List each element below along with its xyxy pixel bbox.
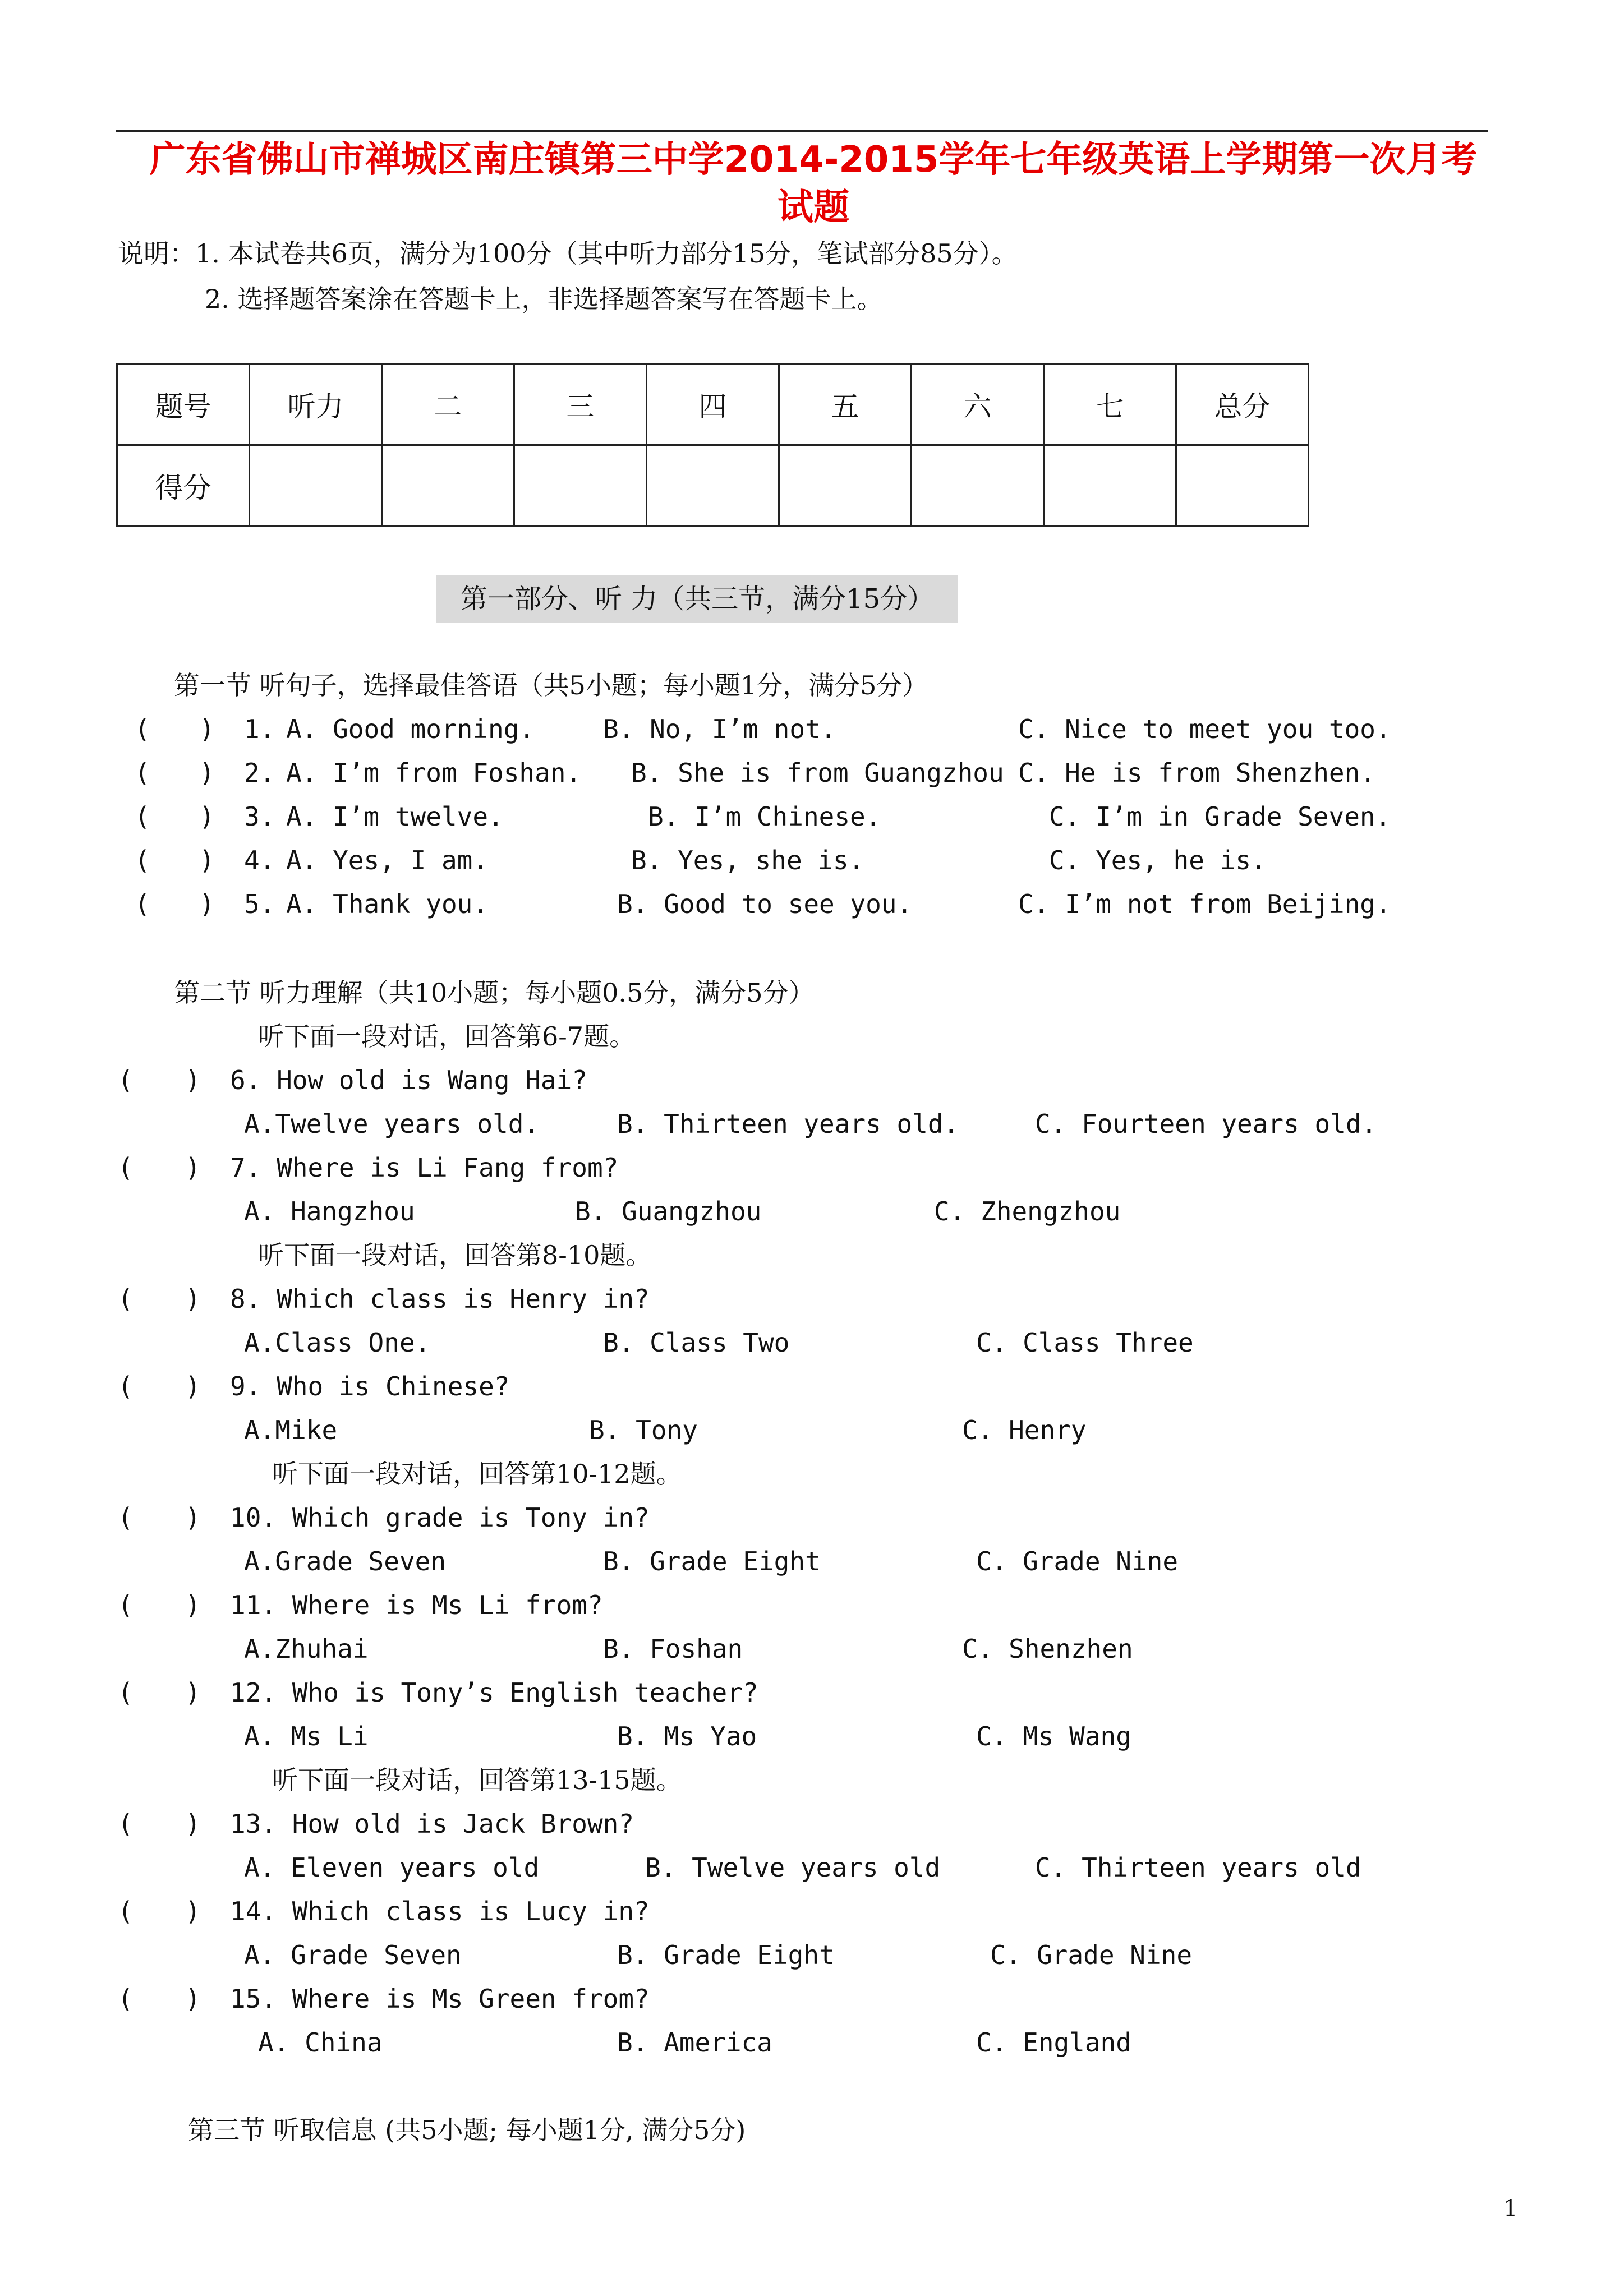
- question-number: 3.: [244, 801, 275, 832]
- question-text: 7. Where is Li Fang from?: [230, 1152, 619, 1183]
- option-b: B. Ms Yao: [617, 1721, 757, 1751]
- question-number: 2.: [244, 758, 275, 788]
- question-number: 4.: [244, 845, 275, 875]
- answer-paren-right: ): [185, 1371, 201, 1401]
- answer-paren-right: ): [185, 1590, 201, 1620]
- answer-paren-left: (: [118, 1677, 134, 1708]
- answer-paren-right: ): [199, 845, 215, 875]
- answer-paren-left: (: [135, 801, 150, 832]
- option-a: A. Thank you.: [286, 889, 489, 919]
- question-text: 13. How old is Jack Brown?: [230, 1809, 634, 1839]
- option-c: C. Ms Wang: [976, 1721, 1131, 1751]
- option-b: B. She is from Guangzhou: [631, 758, 1004, 788]
- score-cell-blank[interactable]: [250, 445, 382, 527]
- option-a: A.Mike: [244, 1415, 338, 1445]
- option-c: C. Yes, he is.: [1049, 845, 1267, 875]
- score-table-header-cell: 听力: [250, 364, 382, 445]
- page-number: 1: [1503, 2196, 1518, 2221]
- option-b: B. Twelve years old: [645, 1852, 941, 1883]
- exam-title-line2: 试题: [778, 187, 849, 228]
- question-text: 9. Who is Chinese?: [230, 1371, 510, 1401]
- answer-paren-right: ): [185, 1984, 201, 2014]
- exam-title-line1: 广东省佛山市禅城区南庄镇第三中学2014-2015学年七年级英语上学期第一次月考: [149, 139, 1478, 181]
- score-cell-blank[interactable]: [514, 445, 647, 527]
- answer-paren-left: (: [118, 1896, 134, 1926]
- answer-paren-right: ): [185, 1284, 201, 1314]
- option-c: C. I’m in Grade Seven.: [1049, 801, 1391, 832]
- score-cell-blank[interactable]: [647, 445, 779, 527]
- option-c: C. Shenzhen: [962, 1634, 1133, 1664]
- option-a: A. Ms Li: [244, 1721, 369, 1751]
- option-c: C. Nice to meet you too.: [1018, 714, 1391, 744]
- option-b: B. Guangzhou: [575, 1196, 762, 1227]
- answer-paren-right: ): [199, 889, 215, 919]
- option-b: B. Grade Eight: [603, 1546, 821, 1576]
- option-c: C. Henry: [962, 1415, 1087, 1445]
- score-table-score-row: [117, 445, 1309, 527]
- option-b: B. Tony: [589, 1415, 698, 1445]
- section2-heading: 第二节 听力理解（共10小题；每小题0.5分，满分5分）: [174, 978, 815, 1008]
- score-cell-blank[interactable]: [1044, 445, 1176, 527]
- answer-paren-left: (: [118, 1065, 134, 1095]
- score-cell-blank[interactable]: [779, 445, 912, 527]
- option-b: B. Grade Eight: [617, 1940, 835, 1970]
- option-a: A. Good morning.: [286, 714, 535, 744]
- question-text: 15. Where is Ms Green from?: [230, 1984, 650, 2014]
- question-text: 8. Which class is Henry in?: [230, 1284, 650, 1314]
- section1-heading: 第一节 听句子，选择最佳答语（共5小题；每小题1分，满分5分）: [174, 670, 928, 700]
- question-text: 12. Who is Tony’s English teacher?: [230, 1677, 758, 1708]
- option-b: B. No, I’m not.: [603, 714, 836, 744]
- option-c: C. I’m not from Beijing.: [1018, 889, 1391, 919]
- answer-paren-right: ): [185, 1065, 201, 1095]
- answer-paren-right: ): [199, 758, 215, 788]
- question-number: 5.: [244, 889, 275, 919]
- option-c: C. Thirteen years old: [1035, 1852, 1361, 1883]
- answer-paren-left: (: [135, 714, 150, 744]
- option-c: C. England: [976, 2027, 1131, 2058]
- option-c: C. He is from Shenzhen.: [1018, 758, 1375, 788]
- dialogue-intro: 听下面一段对话，回答第8-10题。: [258, 1240, 652, 1270]
- option-c: C. Class Three: [976, 1327, 1194, 1358]
- answer-paren-left: (: [118, 1371, 134, 1401]
- section3-heading: 第三节 听取信息 (共5小题; 每小题1分, 满分5分): [188, 2115, 746, 2145]
- part1-heading: 第一部分、听 力（共三节，满分15分）: [436, 575, 958, 623]
- score-table-header-cell: 二: [382, 364, 514, 445]
- score-table-header-cell: 四: [647, 364, 779, 445]
- option-b: B. Foshan: [603, 1634, 743, 1664]
- option-b: B. America: [617, 2027, 772, 2058]
- score-table-header-cell: 五: [779, 364, 912, 445]
- question-number: 1.: [244, 714, 275, 744]
- question-text: 11. Where is Ms Li from?: [230, 1590, 603, 1620]
- score-table: [116, 363, 1309, 527]
- score-row-label: 得分: [117, 445, 250, 527]
- answer-paren-left: (: [135, 889, 150, 919]
- answer-paren-left: (: [118, 1284, 134, 1314]
- question-text: 6. How old is Wang Hai?: [230, 1065, 587, 1095]
- answer-paren-right: ): [185, 1896, 201, 1926]
- option-a: A.Twelve years old.: [244, 1109, 540, 1139]
- answer-paren-left: (: [135, 845, 150, 875]
- question-text: 14. Which class is Lucy in?: [230, 1896, 650, 1926]
- option-b: B. Good to see you.: [617, 889, 913, 919]
- score-table-header-cell: 六: [912, 364, 1044, 445]
- dialogue-intro: 听下面一段对话，回答第6-7题。: [258, 1021, 636, 1052]
- option-a: A.Zhuhai: [244, 1634, 369, 1664]
- option-b: B. Class Two: [603, 1327, 790, 1358]
- option-c: C. Grade Nine: [976, 1546, 1179, 1576]
- option-a: A. Eleven years old: [244, 1852, 540, 1883]
- answer-paren-left: (: [118, 1984, 134, 2014]
- option-a: A. Grade Seven: [244, 1940, 462, 1970]
- answer-paren-right: ): [185, 1677, 201, 1708]
- score-cell-blank[interactable]: [912, 445, 1044, 527]
- option-b: B. I’m Chinese.: [648, 801, 881, 832]
- option-b: B. Thirteen years old.: [617, 1109, 959, 1139]
- answer-paren-right: ): [185, 1152, 201, 1183]
- option-c: C. Fourteen years old.: [1035, 1109, 1377, 1139]
- option-c: C. Zhengzhou: [934, 1196, 1121, 1227]
- score-table-header-cell: 题号: [117, 364, 250, 445]
- option-a: A.Grade Seven: [244, 1546, 447, 1576]
- answer-paren-right: ): [185, 1502, 201, 1533]
- option-a: A. I’m from Foshan.: [286, 758, 582, 788]
- option-a: A.Class One.: [244, 1327, 431, 1358]
- instruction-1: 说明：1. 本试卷共6页，满分为100分（其中听力部分15分，笔试部分85分）。: [118, 238, 1018, 269]
- score-cell-blank[interactable]: [382, 445, 514, 527]
- top-rule: [116, 130, 1488, 132]
- option-a: A. Hangzhou: [244, 1196, 415, 1227]
- answer-paren-left: (: [118, 1590, 134, 1620]
- score-table-header-row: [117, 364, 1309, 445]
- score-cell-blank[interactable]: [1176, 445, 1309, 527]
- score-table-header-cell: 七: [1044, 364, 1176, 445]
- answer-paren-right: ): [185, 1809, 201, 1839]
- dialogue-intro: 听下面一段对话，回答第13-15题。: [272, 1765, 682, 1795]
- answer-paren-left: (: [118, 1502, 134, 1533]
- instruction-2: 2. 选择题答案涂在答题卡上，非选择题答案写在答题卡上。: [205, 284, 883, 314]
- answer-paren-left: (: [118, 1152, 134, 1183]
- answer-paren-right: ): [199, 714, 215, 744]
- option-c: C. Grade Nine: [990, 1940, 1193, 1970]
- option-a: A. China: [258, 2027, 383, 2058]
- option-a: A. Yes, I am.: [286, 845, 489, 875]
- answer-paren-left: (: [118, 1809, 134, 1839]
- answer-paren-right: ): [199, 801, 215, 832]
- score-table-header-cell: 总分: [1176, 364, 1309, 445]
- option-b: B. Yes, she is.: [631, 845, 864, 875]
- option-a: A. I’m twelve.: [286, 801, 504, 832]
- score-table-header-cell: 三: [514, 364, 647, 445]
- question-text: 10. Which grade is Tony in?: [230, 1502, 650, 1533]
- dialogue-intro: 听下面一段对话，回答第10-12题。: [272, 1459, 682, 1489]
- answer-paren-left: (: [135, 758, 150, 788]
